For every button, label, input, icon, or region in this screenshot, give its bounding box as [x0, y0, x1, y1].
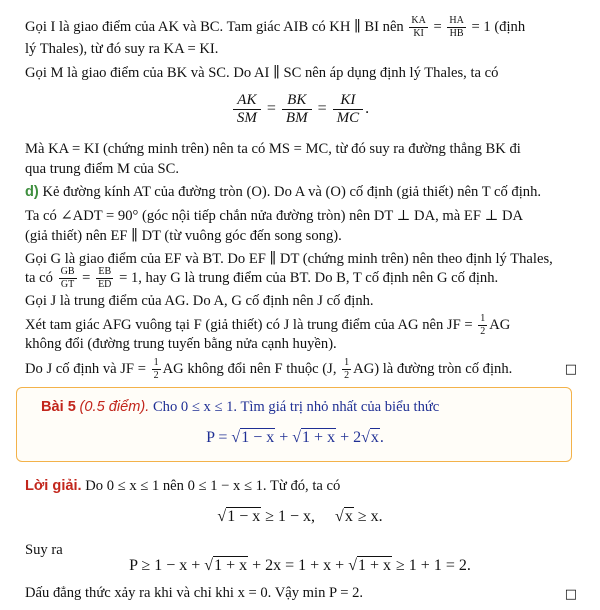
numerator: 1: [153, 357, 159, 368]
plus-sign: +: [279, 429, 289, 446]
numerator: AK: [233, 92, 261, 110]
text: ≥ x.: [357, 508, 383, 525]
part-label: d): [25, 184, 39, 200]
text: P ≥ 1 − x +: [129, 557, 201, 574]
problem-label: Bài 5: [41, 399, 76, 415]
radicand: 1 + x: [302, 429, 336, 446]
equation-lhs: P =: [206, 429, 228, 446]
paragraph-part-d: [25, 182, 577, 202]
fraction-bk-bm: [282, 92, 312, 127]
fraction-ka-ki: [409, 16, 427, 39]
equation-ratios: $\frac{AK}{SM}$ = $\frac{BK}{BM}$ = $\frac{KI}{MC}$ .: [0, 92, 600, 127]
numerator: EB: [96, 267, 113, 279]
equation-inequalities: [0, 507, 600, 527]
paragraph-fixed-circle: [25, 358, 577, 381]
numerator: KA: [411, 15, 426, 26]
paragraph-angle-1: Ta có ∠ADT = 90° (góc nội tiếp chắn nửa đường tròn) nên DT ⊥ DA, mà EF ⊥ DA: [25, 208, 524, 224]
text: ≥ 1 − x,: [265, 508, 316, 525]
text: Kẻ đường kính AT của đường tròn (O). Do A và (O) cố định (giả thiết) nên T cố định.: [42, 184, 542, 200]
fraction-ak-sm: [233, 92, 261, 127]
numerator: GB: [60, 266, 75, 277]
denominator: KI: [413, 28, 424, 39]
denominator: ED: [98, 279, 112, 290]
denominator: 2: [480, 326, 486, 337]
fraction-eb-ed: [96, 267, 113, 290]
paragraph-triangle-2: không đổi (đường trung tuyến bằng nửa cạnh huyền).: [25, 336, 337, 352]
radicand: 1 − x: [241, 429, 275, 446]
sqrt-one-plus-x: √1 + x: [204, 557, 248, 574]
denominator: GT: [60, 279, 75, 290]
numerator: HA: [449, 15, 464, 26]
problem-text: Cho 0 ≤ x ≤ 1. Tìm giá trị nhỏ nhất của biểu thức: [152, 399, 440, 415]
paragraph-point-g-2: ta có $\frac{GB}{GT}$ = $\frac{EB}{ED}$ = 1, hay G là trung điểm của BT. Do B, T cố định nên G cố định.: [25, 266, 499, 290]
numerator: 1: [480, 313, 486, 324]
radicand: 1 + x: [214, 557, 248, 574]
solution-label: Lời giải.: [25, 478, 82, 494]
paragraph-thales-1-end: lý Thales), từ đó suy ra KA = KI.: [25, 41, 219, 57]
numerator: 1: [344, 357, 350, 368]
fraction-gb-gt: [59, 267, 77, 290]
text: Gọi I là giao điểm của AK và BC. Tam giác AIB có KH ∥ BI nên: [25, 18, 404, 35]
text: Xét tam giác AFG vuông tại F (giả thiết) có J là trung điểm của AG nên JF =: [25, 316, 473, 333]
radicand: 1 + x: [357, 557, 392, 574]
radicand: x: [370, 429, 379, 446]
period: .: [379, 429, 384, 446]
numerator: BK: [282, 92, 312, 110]
text: = 1 (định: [471, 18, 526, 35]
paragraph-midpoint-1: Mà KA = KI (chứng minh trên) nên ta có MS = MC, từ đó suy ra đường thẳng BK đi: [25, 141, 521, 157]
sqrt-x: √x: [335, 508, 353, 525]
sqrt-x: √x: [361, 429, 379, 446]
denominator: MC: [336, 110, 360, 126]
radicand: 1 − x: [227, 508, 261, 525]
fraction-ki-mc: [333, 92, 364, 127]
radicand: x: [344, 508, 353, 525]
denominator: 2: [153, 370, 159, 381]
text: ta có: [25, 269, 53, 286]
problem-statement: [41, 397, 439, 417]
text: ≥ 1 + 1 = 2.: [396, 557, 471, 574]
sqrt-one-plus-x: √1 + x: [292, 429, 336, 446]
paragraph-point-m: Gọi M là giao điểm của BK và SC. Do AI ∥ SC nên áp dụng định lý Thales, ta có: [25, 65, 499, 81]
sqrt-one-plus-x: √1 + x: [348, 557, 392, 574]
text: + 2x = 1 + x +: [252, 557, 345, 574]
fraction-ha-hb: [447, 16, 465, 39]
denominator: 2: [344, 370, 350, 381]
paragraph-therefore: Suy ra: [25, 542, 63, 558]
paragraph-midpoint-2: qua trung điểm M của SC.: [25, 161, 180, 177]
sqrt-one-minus-x: √1 − x: [217, 508, 261, 525]
paragraph-angle-2: (giả thiết) nên EF ∥ DT (từ vuông góc đến song song).: [25, 228, 342, 244]
equals-sign: =: [433, 18, 442, 35]
qed-square-icon: □: [564, 362, 577, 377]
paragraph-point-g-1: Gọi G là giao điểm của EF và BT. Do EF ∥ DT (chứng minh trên) nên theo định lý Thales,: [25, 251, 553, 267]
qed-square-icon: □: [564, 587, 577, 602]
problem-points: (0.5 điểm).: [79, 399, 150, 415]
numerator: KI: [333, 92, 364, 110]
paragraph-point-j: Gọi J là trung điểm của AG. Do A, G cố định nên J cố định.: [25, 293, 374, 309]
text: AG: [489, 316, 511, 333]
paragraph-thales-1: [25, 16, 577, 39]
denominator: HB: [449, 28, 464, 39]
term: + 2: [340, 429, 362, 446]
period: .: [365, 100, 370, 118]
denominator: SM: [236, 110, 257, 126]
paragraph-conclusion: Dấu đẳng thức xảy ra khi và chỉ khi x = 0. Vậy min P = 2.: [25, 585, 364, 601]
text: Do 0 ≤ x ≤ 1 nên 0 ≤ 1 − x ≤ 1. Từ đó, ta có: [85, 478, 341, 494]
problem-box: [16, 387, 572, 462]
equation-chain: [0, 556, 600, 576]
problem-equation: [17, 428, 573, 448]
fraction-one-half: [152, 358, 161, 381]
solution-intro: [25, 476, 577, 496]
fraction-one-half: [342, 358, 351, 381]
denominator: BM: [285, 110, 308, 126]
text: AG) là đường tròn cố định.: [353, 360, 513, 377]
text: AG không đổi nên F thuộc (J,: [162, 360, 337, 377]
text: Do J cố định và JF =: [25, 360, 146, 377]
text: = 1, hay G là trung điểm của BT. Do B, T cố định nên G cố định.: [119, 269, 499, 286]
sqrt-one-minus-x: √1 − x: [231, 429, 275, 446]
